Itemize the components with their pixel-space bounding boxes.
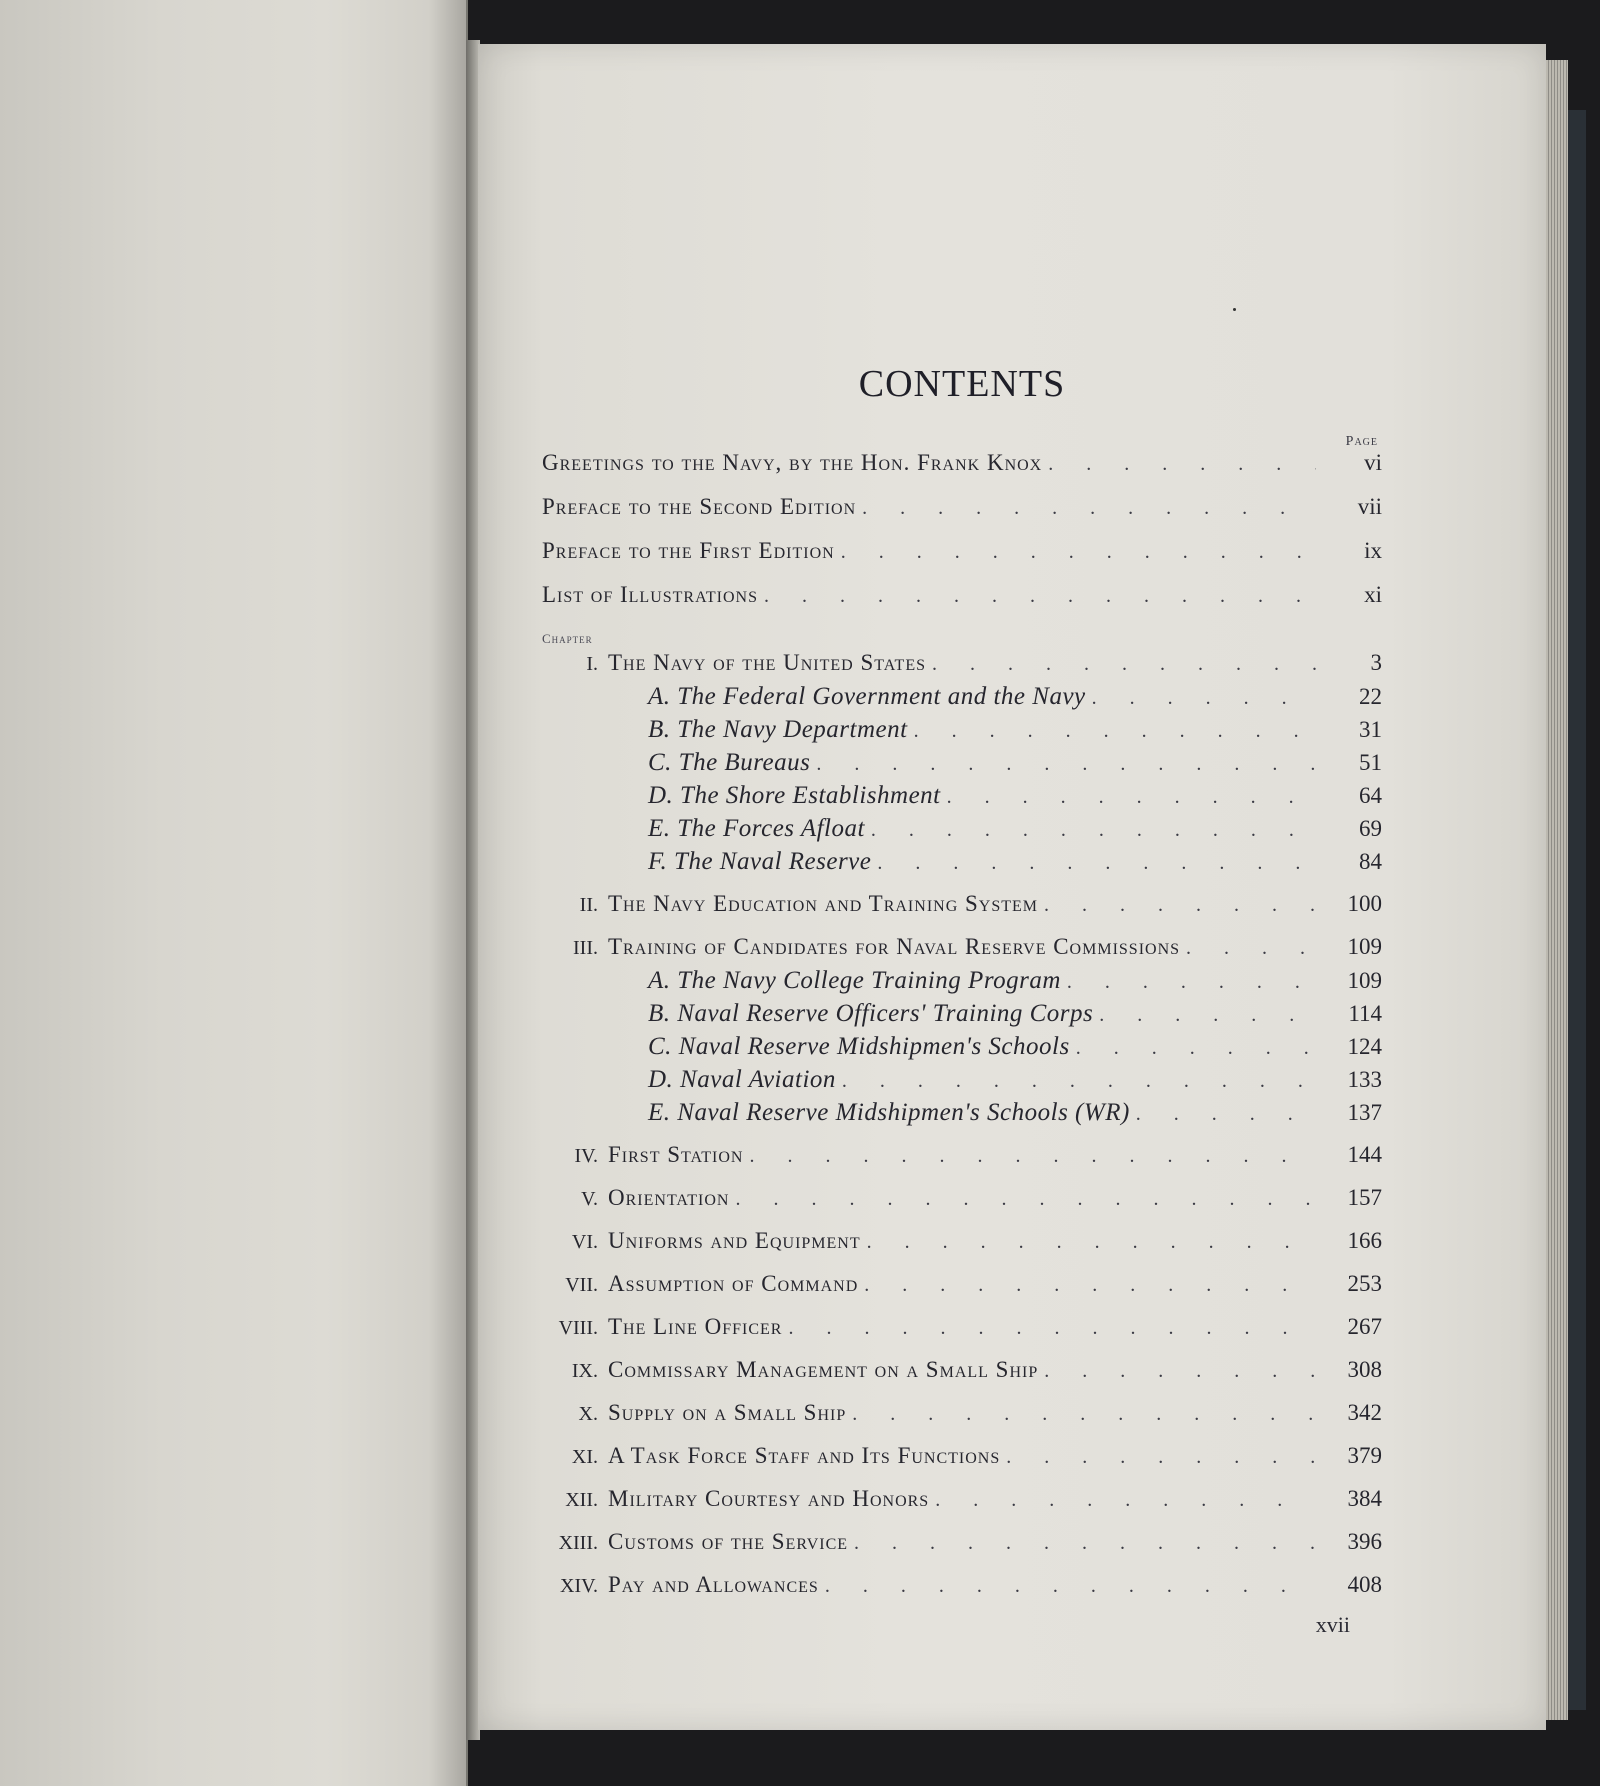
section-title: D. Naval Aviation	[648, 1066, 836, 1093]
dot-leaders	[877, 852, 1316, 875]
chapter-title: Customs of the Service	[608, 1529, 849, 1554]
chapter-page: 396	[1347, 1529, 1382, 1554]
chapter-title: The Line Officer	[608, 1314, 783, 1339]
chapter-entry	[542, 650, 1382, 676]
dot-leaders	[947, 786, 1316, 809]
right-page	[478, 44, 1546, 1730]
dot-leaders	[914, 720, 1316, 743]
left-blank-page	[0, 0, 468, 1786]
dot-leaders	[842, 1070, 1316, 1093]
dot-leaders	[1044, 1360, 1316, 1383]
contents-title: CONTENTS	[858, 363, 1066, 405]
chapter-column-heading: Chapter	[542, 631, 593, 646]
dot-leaders	[1006, 1446, 1316, 1469]
section-entry	[648, 683, 1382, 711]
chapter-title: The Navy Education and Training System	[608, 891, 1039, 916]
chapter-page: 3	[1370, 650, 1382, 675]
chapter-title: Uniforms and Equipment	[608, 1228, 861, 1253]
dot-leaders	[1186, 937, 1316, 960]
toc-entry-page: vii	[1357, 494, 1382, 519]
chapter-number: VII.	[565, 1274, 598, 1296]
chapter-number: XII.	[565, 1489, 598, 1511]
book-cover-edge	[1568, 110, 1586, 1710]
dot-leaders	[841, 541, 1316, 564]
toc-entry-page: vi	[1364, 450, 1382, 475]
chapter-entry	[542, 1400, 1382, 1426]
dot-leaders	[825, 1575, 1316, 1598]
chapter-page: 157	[1347, 1185, 1382, 1210]
section-entry	[648, 1066, 1382, 1094]
chapter-page: 308	[1347, 1357, 1382, 1382]
chapter-title: Military Courtesy and Honors	[608, 1486, 930, 1511]
section-page: 114	[1348, 1001, 1382, 1026]
section-page: 69	[1359, 816, 1382, 841]
section-page: 133	[1347, 1067, 1382, 1092]
section-title: C. Naval Reserve Midshipmen's Schools	[648, 1033, 1070, 1060]
chapter-entry	[542, 1572, 1382, 1598]
dot-leaders	[1044, 894, 1316, 917]
paper-speck	[1233, 308, 1236, 311]
toc-entry-page: xi	[1364, 582, 1382, 607]
chapter-entry	[542, 1185, 1382, 1211]
section-page: 124	[1347, 1034, 1382, 1059]
chapter-page: 109	[1347, 934, 1382, 959]
section-entry	[648, 967, 1382, 995]
section-title: A. The Navy College Training Program	[648, 967, 1061, 994]
dot-leaders	[816, 753, 1316, 776]
section-entry	[648, 782, 1382, 810]
section-entry	[648, 1033, 1382, 1061]
chapter-title: Assumption of Command	[608, 1271, 859, 1296]
dot-leaders	[867, 1231, 1316, 1254]
toc-entry-page: ix	[1364, 538, 1382, 563]
section-page: 22	[1359, 684, 1382, 709]
chapter-number: I.	[586, 653, 598, 675]
dot-leaders	[1067, 971, 1316, 994]
toc-entry-title: Greetings to the Navy, by the Hon. Frank Knox	[542, 450, 1043, 475]
chapter-entry	[542, 1486, 1382, 1512]
chapter-number: X.	[578, 1403, 598, 1425]
toc-entry-title: Preface to the Second Edition	[542, 494, 857, 519]
dot-leaders	[935, 1489, 1316, 1512]
page-folio: xvii	[1315, 1612, 1350, 1637]
section-page: 51	[1359, 750, 1382, 775]
section-entry	[648, 749, 1382, 777]
chapter-entry	[542, 1443, 1382, 1469]
chapter-page: 144	[1347, 1142, 1382, 1167]
chapter-number: V.	[581, 1188, 598, 1210]
chapter-page: 408	[1347, 1572, 1382, 1597]
chapter-entry	[542, 1357, 1382, 1383]
dot-leaders	[764, 585, 1316, 608]
chapter-entry	[542, 1142, 1382, 1168]
section-title: B. The Navy Department	[648, 716, 908, 743]
chapter-number: III.	[573, 937, 598, 959]
section-page: 31	[1359, 717, 1382, 742]
section-page: 84	[1359, 849, 1382, 874]
dot-leaders	[1076, 1037, 1316, 1060]
chapter-number: IX.	[571, 1360, 598, 1382]
chapter-entry	[542, 1228, 1382, 1254]
dot-leaders	[862, 497, 1316, 520]
chapter-title: Pay and Allowances	[608, 1572, 819, 1597]
dot-leaders	[750, 1145, 1317, 1168]
section-entry	[648, 1000, 1382, 1028]
chapter-page: 100	[1347, 891, 1382, 916]
section-title: E. Naval Reserve Midshipmen's Schools (WR)	[648, 1099, 1130, 1126]
chapter-entry	[542, 891, 1382, 917]
chapter-page: 267	[1347, 1314, 1382, 1339]
chapter-number: IV.	[574, 1145, 598, 1167]
chapter-title: Supply on a Small Ship	[608, 1400, 847, 1425]
chapter-title: Training of Candidates for Naval Reserve Commissions	[608, 934, 1181, 959]
chapter-title: The Navy of the United States	[608, 650, 926, 675]
section-page: 109	[1347, 968, 1382, 993]
toc-entry	[542, 582, 1382, 608]
chapter-page: 342	[1347, 1400, 1382, 1425]
chapter-number: XIV.	[560, 1575, 598, 1597]
page-edges	[1546, 60, 1568, 1720]
dot-leaders	[1099, 1004, 1316, 1027]
chapter-entry	[542, 1271, 1382, 1297]
section-title: D. The Shore Establishment	[648, 782, 941, 809]
dot-leaders	[1048, 453, 1316, 476]
dot-leaders	[788, 1317, 1316, 1340]
chapter-entry	[542, 1529, 1382, 1555]
chapter-number: XI.	[571, 1446, 598, 1468]
chapter-number: VIII.	[558, 1317, 598, 1339]
section-title: F. The Naval Reserve	[648, 848, 872, 875]
dot-leaders	[932, 653, 1316, 676]
chapter-title: A Task Force Staff and Its Functions	[608, 1443, 1001, 1468]
dot-leaders	[1092, 687, 1316, 710]
section-entry	[648, 716, 1382, 744]
toc-entry	[542, 538, 1382, 564]
toc-entry-title: List of Illustrations	[542, 582, 758, 607]
section-entry	[648, 848, 1382, 876]
chapter-title: Commissary Management on a Small Ship	[608, 1357, 1039, 1382]
chapter-number: II.	[579, 894, 598, 916]
section-title: C. The Bureaus	[648, 749, 811, 776]
dot-leaders	[1136, 1103, 1316, 1126]
dot-leaders	[871, 819, 1316, 842]
chapter-page: 166	[1347, 1228, 1382, 1253]
chapter-page: 253	[1347, 1271, 1382, 1296]
dot-leaders	[852, 1403, 1316, 1426]
chapter-entry	[542, 934, 1382, 960]
chapter-title: First Station	[608, 1142, 744, 1167]
section-entry	[648, 1099, 1382, 1127]
chapter-page: 379	[1347, 1443, 1382, 1468]
section-title: E. The Forces Afloat	[648, 815, 865, 842]
dot-leaders	[864, 1274, 1316, 1297]
section-entry	[648, 815, 1382, 843]
chapter-number: VI.	[571, 1231, 598, 1253]
dot-leaders	[735, 1188, 1316, 1211]
page-column-heading: Page	[1345, 434, 1378, 449]
chapter-number: XIII.	[558, 1532, 598, 1554]
toc-entry-title: Preface to the First Edition	[542, 538, 835, 563]
chapter-entry	[542, 1314, 1382, 1340]
section-page: 137	[1347, 1100, 1382, 1125]
toc-entry	[542, 450, 1382, 476]
section-page: 64	[1359, 783, 1382, 808]
toc-entry	[542, 494, 1382, 520]
chapter-page: 384	[1347, 1486, 1382, 1511]
contents-page	[542, 44, 1382, 1730]
chapter-title: Orientation	[608, 1185, 730, 1210]
section-title: B. Naval Reserve Officers' Training Corps	[648, 1000, 1094, 1027]
section-title: A. The Federal Government and the Navy	[648, 683, 1086, 710]
dot-leaders	[854, 1532, 1316, 1555]
